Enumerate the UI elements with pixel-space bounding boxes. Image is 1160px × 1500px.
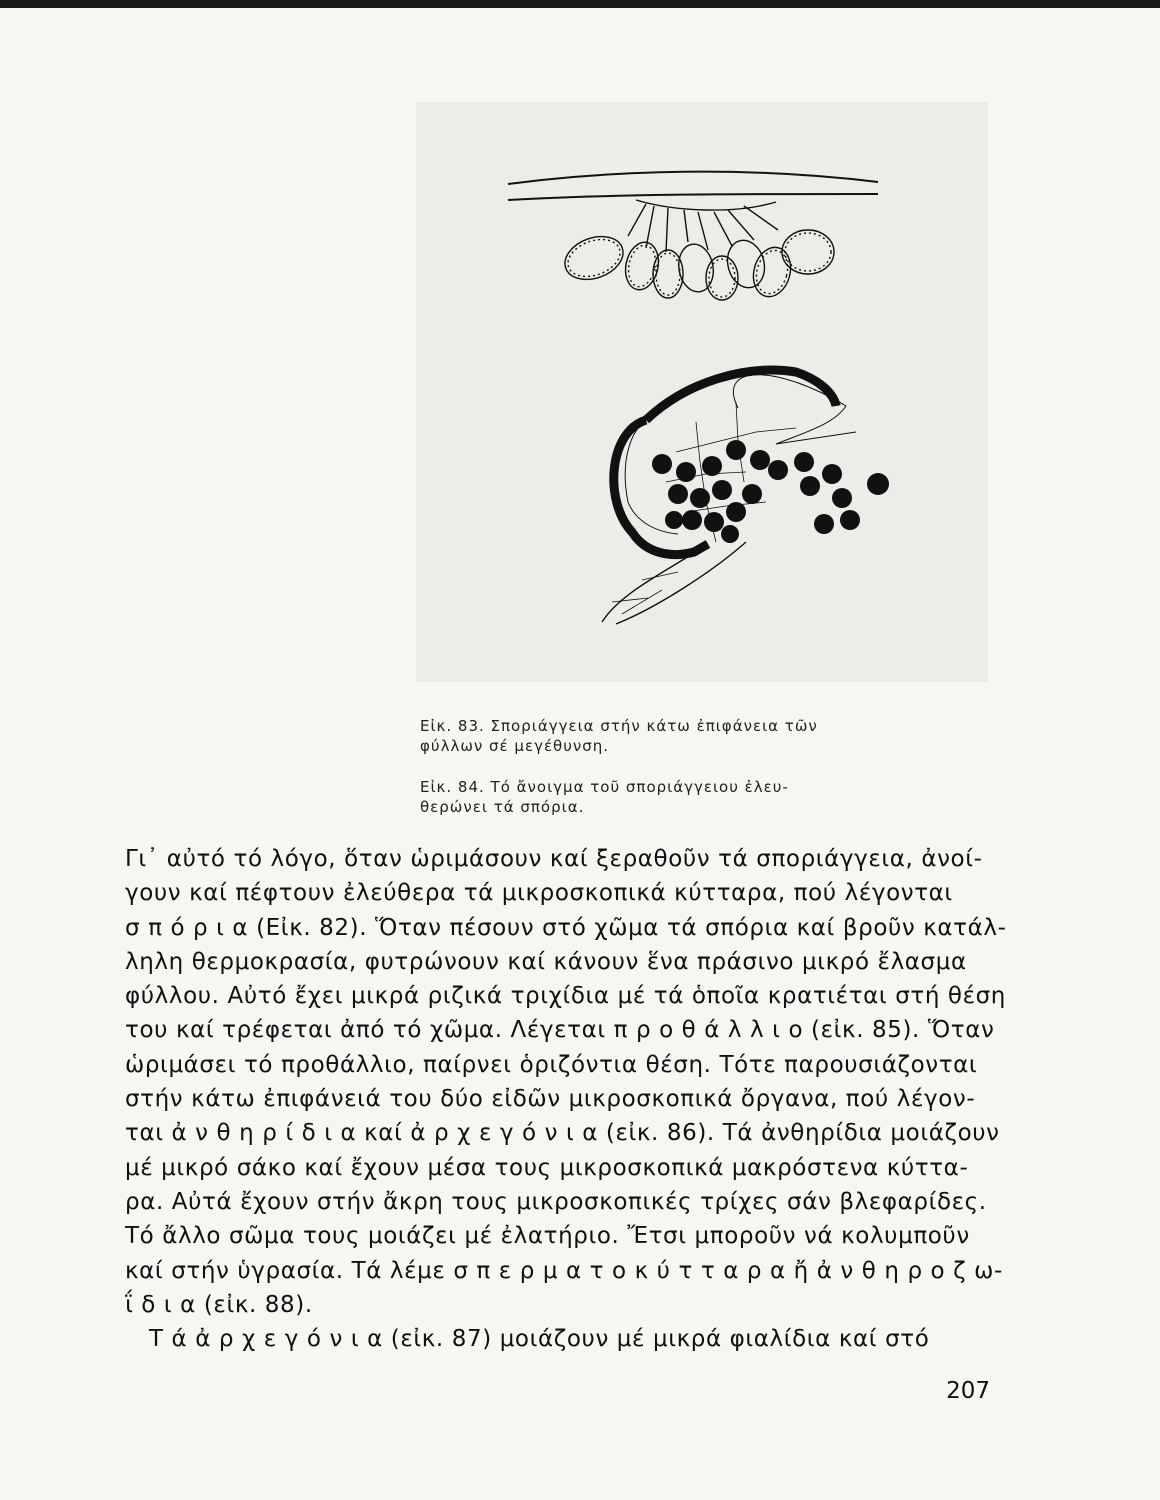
body-line: ὡριμάσει τό προθάλλιο, παίρνει ὁριζόντια θέση. Τότε παρουσιάζονται	[125, 1051, 978, 1078]
figure-84-caption-line: θερώνει τά σπόρια.	[420, 798, 585, 816]
figure-83-caption	[420, 716, 890, 756]
figure-83-sporangia-drawing	[508, 172, 878, 301]
figure-84-open-sporangium-drawing	[602, 370, 889, 624]
body-line: Γι᾽ αὐτό τό λόγο, ὅταν ὡριμάσουν καί ξεραθοῦν τά σποριάγγεια, ἀνοί-	[125, 846, 983, 872]
body-line: σ π ό ρ ι α (Εἰκ. 82). Ὅταν πέσουν στό χῶμα τά σπόρια καί βροῦν κατάλ-	[125, 914, 1007, 941]
figure-84-caption	[420, 777, 890, 817]
body-line: φύλλου. Αὐτό ἔχει μικρά ριζικά τριχίδια μέ τά ὁποῖα κρατιέται στή θέση	[125, 983, 1006, 1010]
body-line: καί στήν ὑγρασία. Τά λέμε σ π ε ρ μ α τ ο κ ύ τ τ α ρ α ἤ ἀ ν θ η ρ ο ζ ω-	[125, 1257, 1003, 1284]
page-number: 207	[946, 1378, 990, 1404]
body-paragraphs	[125, 842, 1007, 1356]
body-line: μέ μικρό σάκο καί ἔχουν μέσα τους μικροσκοπικά μακρόστενα κύττα-	[125, 1154, 969, 1181]
body-line: ληλη θερμοκρασία, φυτρώνουν καί κάνουν ἕνα πράσινο μικρό ἔλασμα	[125, 948, 967, 975]
body-line: ται ἀ ν θ η ρ ί δ ι α καί ἀ ρ χ ε γ ό ν ι α (εἰκ. 86). Τά ἀνθηρίδια μοιάζουν	[125, 1120, 1000, 1147]
body-line: Τό ἄλλο σῶμα τους μοιάζει μέ ἐλατήριο. Ἔτσι μποροῦν νά κολυμποῦν	[125, 1223, 970, 1250]
fern-sporangia-illustration	[416, 102, 988, 682]
body-line: του καί τρέφεται ἀπό τό χῶμα. Λέγεται π ρ ο θ ά λ λ ι ο (εἰκ. 85). Ὅταν	[125, 1017, 995, 1044]
figure-84-caption-line: Εἰκ. 84. Τό ἄνοιγμα τοῦ σποριάγγειου ἐλευ-	[420, 778, 789, 796]
top-edge-rule	[0, 0, 1160, 8]
body-line: στήν κάτω ἐπιφάνειά του δύο εἰδῶν μικροσκοπικά ὄργανα, πού λέγον-	[125, 1086, 976, 1113]
body-line: γουν καί πέφτουν ἐλεύθερα τά μικροσκοπικά κύτταρα, πού λέγονται	[125, 880, 953, 907]
figure-83-caption-line: φύλλων σέ μεγέθυνση.	[420, 737, 610, 755]
figure-83-caption-line: Εἰκ. 83. Σποριάγγεια στήν κάτω ἐπιφάνεια τῶν	[420, 717, 818, 735]
body-line-indented: Τ ά ἀ ρ χ ε γ ό ν ι α (εἰκ. 87) μοιάζουν μέ μικρά φιαλίδια καί στό	[149, 1326, 930, 1353]
body-line: ρα. Αὐτά ἔχουν στήν ἄκρη τους μικροσκοπικές τρίχες σάν βλεφαρίδες.	[125, 1188, 987, 1215]
body-line: ΐ δ ι α (εἰκ. 88).	[125, 1291, 313, 1318]
